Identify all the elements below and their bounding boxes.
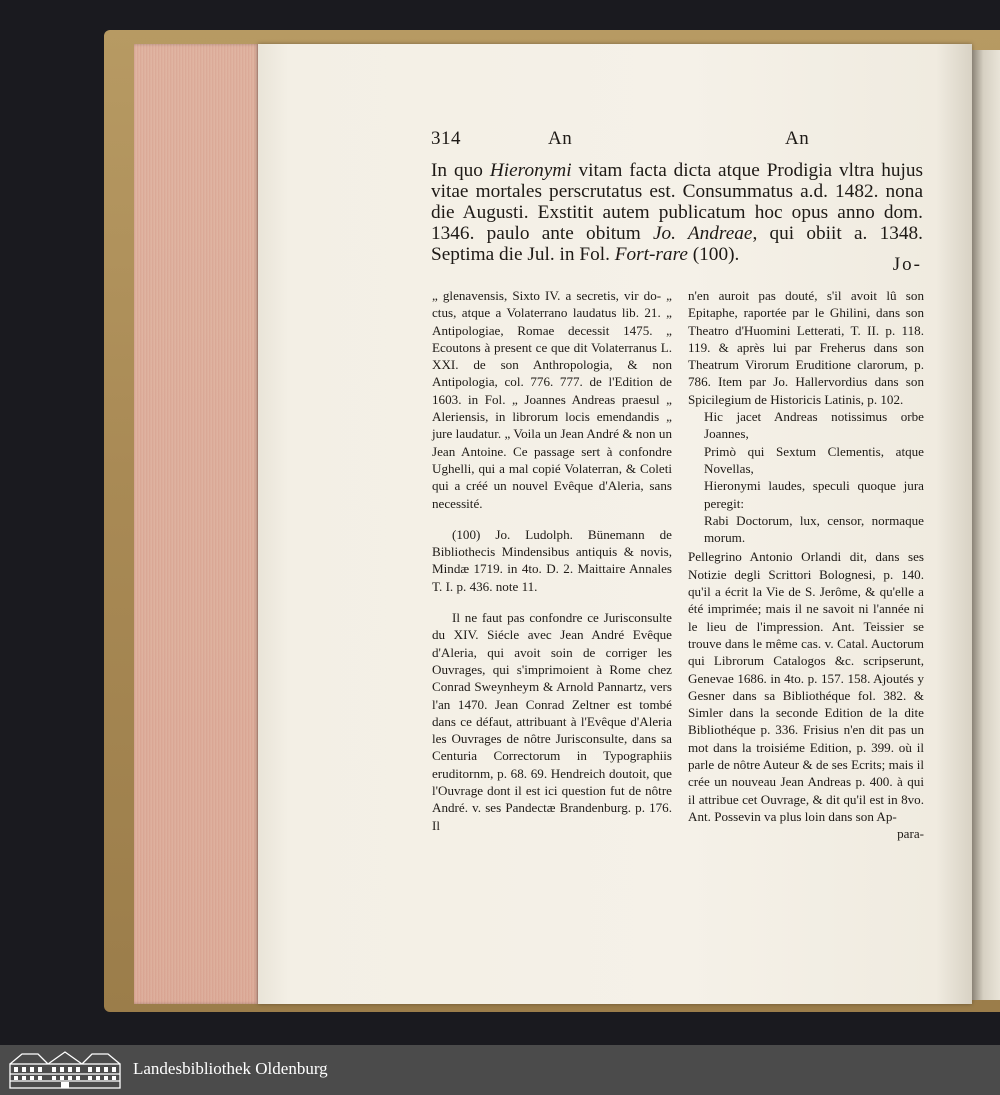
right-column: [688, 287, 924, 843]
left-paragraph-1: „ glenavensis, Sixto IV. a secretis, vir do- „ ctus, atque a Volaterrano laudatus lib. 21. „ Antipologiae, Romae decessit 1475. „ Ecoutons à present ce que dit Volaterranus L. XXI. de son Anthropologia, & non Antipologia, col. 776. 777. de l'Edition de 1603. in Fol. „ Joannes Andreas praesul „ Aleriensis, in librorum locis emendandis „ jure laudatur. „ Voila un Jean André & non un Jean Antoine. Ce passage sert à confondre Ughelli, qui a mal copié Volaterran, & Coleti qui a créé un nouvel Evêque d'Aleria, sans necessité.: [432, 288, 672, 511]
page-edges: [134, 44, 260, 1004]
epitaph-line-3: Hieronymi laudes, speculi quoque jura peregit:: [704, 478, 924, 511]
epitaph-line-4: Rabi Doctorum, lux, censor, normaque morum.: [704, 512, 924, 546]
page-number: 314: [431, 128, 461, 149]
right-paragraph-2: Pellegrino Antonio Orlandi dit, dans ses Notizie degli Scrittori Bolognesi, p. 140. qu'il a écrit la Vie de S. Jerôme, & qu'elle a été imprimée; mais il ne savoit ni l'année ni le lieu de l'impression. Ant. Teissier se trouve dans le même cas. v. Catal. Auctorum qui Librorum Catalogos &c. scripserunt, Genevae 1686. in 4to. p. 157. 158. Ajoutés y Gesner dans sa Bibliothéque fol. 382. & Simler dans la seconde Edition de la dite Bibliothéque p. 336. Frisius n'en dit pas un mot dans la troisiéme Edition, p. 399. où il parle de nôtre Auteur & de ses Ecrits; mais il crée un nouveau Jean Andreas p. 400. à qui il attribue cet Ouvrage, & dit qu'il est in 8vo. Ant. Possevin va plus loin dans son Ap-: [688, 549, 924, 824]
catchword-top: Jo-: [892, 254, 922, 275]
left-column: [432, 287, 672, 848]
footnote-100: (100) Jo. Ludolph. Bünemann de Bibliothecis Mindensibus antiquis & novis, Mindæ 1719. in 4to. D. 2. Maittaire Annales T. I. p. 436. note 11.: [432, 526, 672, 594]
left-paragraph-3: Il ne faut pas confondre ce Jurisconsulte du XIV. Siécle avec Jean André Evêque d'Aleria, qui avoit soin de corriger les Ouvrages, qui s'imprimoient à Rome chez Conrad Sweynheym & Arnold Pannartz, vers l'an 1470. Jean Conrad Zeltner est tombé dans ce défaut, attribuant à l'Evêque d'Aleria les Ouvrages de nôtre Jurisconsulte, dans sa Centuria Correctorum in Typographiis eruditornm, p. 68. 69. Hendreich doutoit, que l'Ouvrage dont il est ici question fut de nôtre André. v. ses Pandectæ Brandenburg. p. 176. Il: [432, 610, 672, 833]
facing-page-edge: [972, 50, 1000, 1000]
right-paragraph-1: n'en auroit pas douté, s'il avoit lû son Epitaphe, raportée par le Ghilini, dans son Theatro d'Huomini Letterati, T. II. p. 118. 119. & après lui par Freherus dans son Theatrum Virorum Eruditione clarorum, p. 786. Item par Jo. Hallervordius dans son Spicilegium de Historicis Latinis, p. 102.: [688, 288, 924, 407]
epitaph-line-1: Hic jacet Andreas notissimus orbe Joannes,: [704, 409, 924, 442]
running-head-right: An: [785, 128, 810, 149]
library-name[interactable]: Landesbibliothek Oldenburg: [133, 1059, 328, 1078]
library-footer: [0, 1045, 1000, 1095]
running-head-left: An: [548, 128, 573, 149]
epitaph-line-2: Primò qui Sextum Clementis, atque Novellas,: [704, 443, 924, 476]
intro-paragraph: In quo Hieronymi vitam facta dicta atque Prodigia vltra hujus vitae mortales perscrutatus est. Consummatus a.d. 1482. nona die Augusti. Exstitit autem publicatum hoc opus anno dom. 1346. paulo ante obitum Jo. Andreae, qui obiit a. 1348. Septima die Jul. in Fol. Fort-rare (100).: [431, 160, 923, 265]
catchword-bottom: para-: [897, 826, 924, 842]
library-building-icon: [8, 1050, 122, 1090]
